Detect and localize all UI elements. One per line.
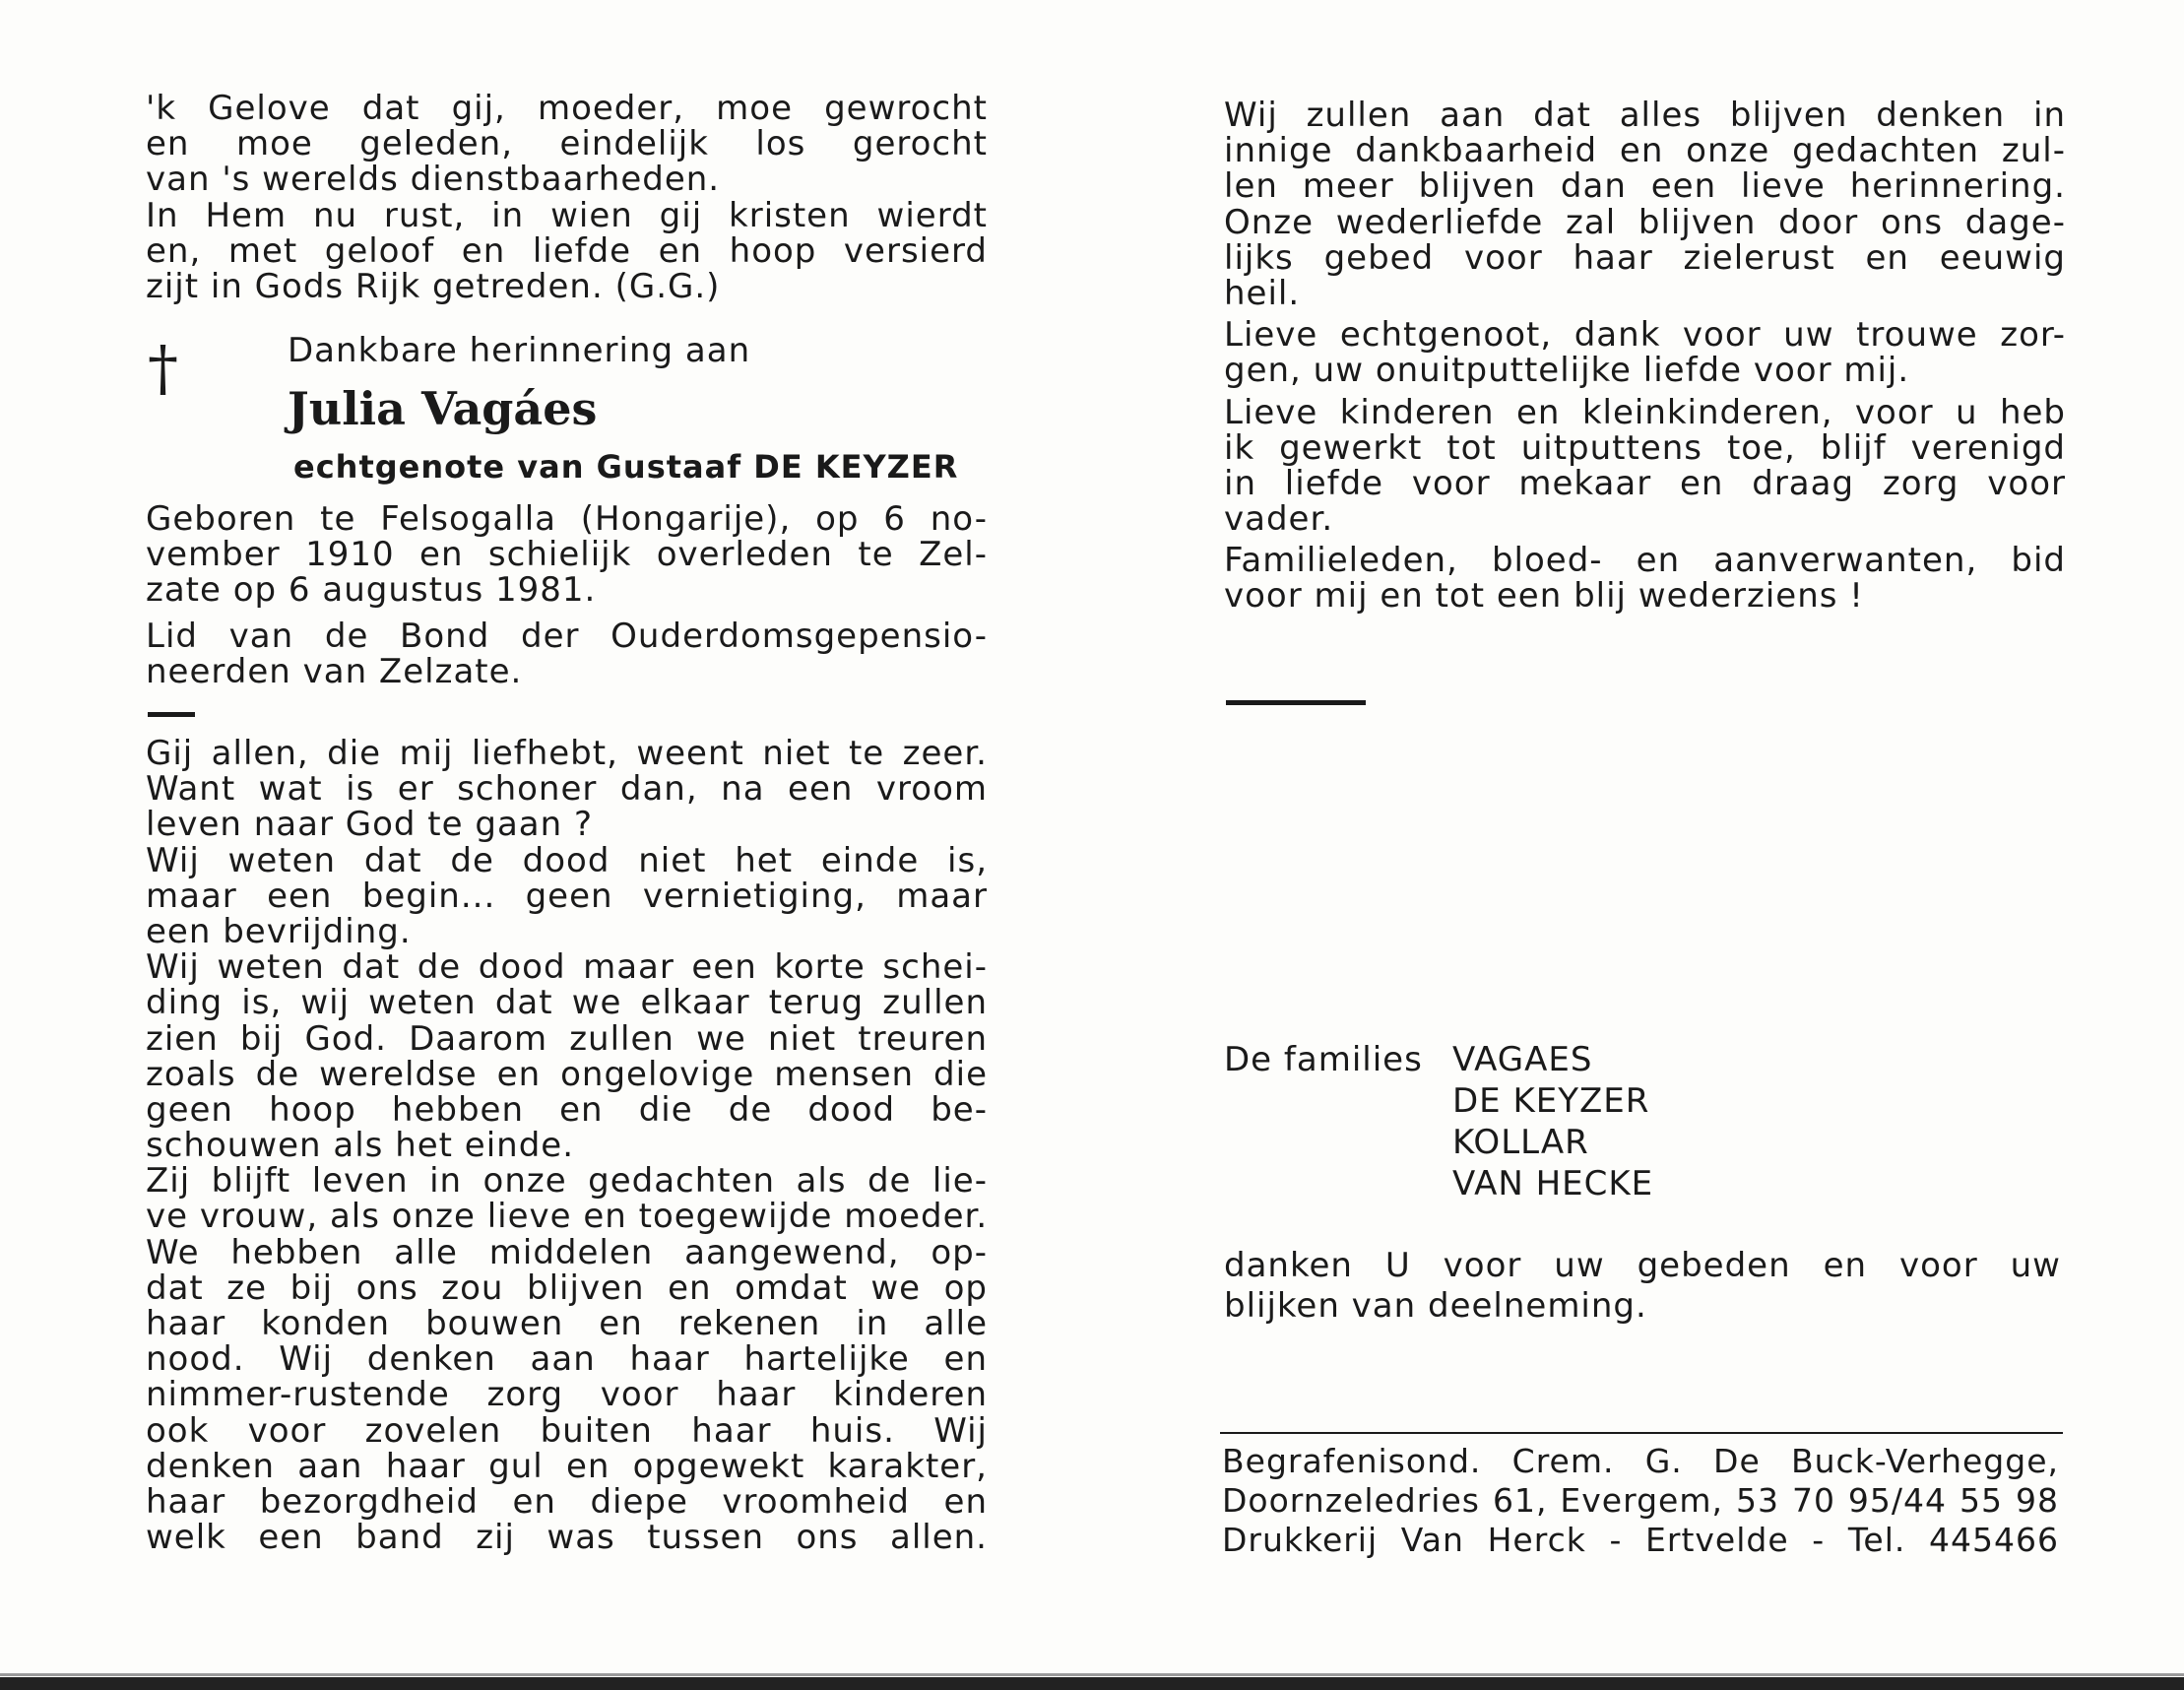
text-line: ve vrouw, als onze lieve en toegewijde moeder. xyxy=(146,1197,989,1237)
member-line: neerden van Zelzate. xyxy=(146,651,523,691)
text-line: nimmer-rustende zorg voor haar kinderen xyxy=(146,1375,988,1415)
divider xyxy=(148,712,195,717)
text-line: Wij weten dat de dood niet het einde is, xyxy=(146,840,988,880)
poem-line: van 's werelds dienstbaarheden. xyxy=(146,160,721,200)
printer-line: Doornzeledries 61, Evergem, 53 70 95/44 55 98 xyxy=(1222,1481,2059,1520)
text-line: nood. Wij denken aan haar hartelijke en xyxy=(146,1339,988,1380)
text-line: Wij zullen aan dat alles blijven denken in xyxy=(1224,96,2066,135)
card-shadow xyxy=(0,1677,2184,1690)
text-line: Lieve kinderen en kleinkinderen, voor u heb xyxy=(1224,392,2066,432)
poem xyxy=(146,91,988,304)
text-line: Gij allen, die mij liefhebt, weent niet te zeer. xyxy=(146,734,988,773)
text-line: lijks gebed voor haar zielerust en eeuwig xyxy=(1224,237,2066,278)
text-line: welk een band zij was tussen ons allen. xyxy=(146,1518,988,1558)
thanks-line: blijken van deelneming. xyxy=(1224,1286,1647,1326)
right-text xyxy=(1224,98,2066,615)
birth-line: vember 1910 en schielijk overleden te Zel- xyxy=(146,535,988,575)
text-line: Want wat is er schoner dan, na een vroom xyxy=(146,769,988,810)
birth-line: zate op 6 augustus 1981. xyxy=(146,570,597,611)
text-line: dat ze bij ons zou blijven en omdat we op xyxy=(146,1268,988,1308)
text-line: voor mij en tot een blij wederziens ! xyxy=(1224,576,1864,617)
printer-line: Drukkerij Van Herck - Ertvelde - Tel. 445466 xyxy=(1222,1521,2059,1559)
poem-line: zijt in Gods Rijk getreden. (G.G.) xyxy=(146,266,721,306)
text-line: Wij weten dat de dood maar een korte schei- xyxy=(146,947,988,988)
text-line: een bevrijding. xyxy=(146,911,412,951)
text-line: zoals de wereldse en ongelovige mensen die xyxy=(146,1054,988,1094)
text-line: innige dankbaarheid en onze gedachten zul- xyxy=(1224,131,2066,171)
text-line: schouwen als het einde. xyxy=(146,1126,575,1166)
poem-line: en moe geleden, eindelijk los gerocht xyxy=(146,124,988,164)
poem-line: en, met geloof en liefde en hoop versierd xyxy=(146,230,988,271)
deceased-name: Julia Vagáes xyxy=(288,382,598,435)
dedication: Dankbare herinnering aan xyxy=(288,331,751,370)
card-edge xyxy=(0,1673,2184,1676)
bio xyxy=(146,501,988,689)
poem-line: In Hem nu rust, in wien gij kristen wierdt xyxy=(146,195,988,235)
text-line: Zij blijft leven in onze gedachten als de lie- xyxy=(146,1161,988,1202)
printer-credits xyxy=(1222,1442,2059,1560)
text-line: Lieve echtgenoot, dank voor uw trouwe zor- xyxy=(1224,315,2066,356)
cross-icon: † xyxy=(148,332,178,404)
text-line: Onze wederliefde zal blijven door ons dage- xyxy=(1224,202,2066,242)
thanks-line: danken U voor uw gebeden en voor uw xyxy=(1224,1246,2061,1285)
text-line: ik gewerkt tot uitputtens toe, blijf verenigd xyxy=(1224,427,2066,468)
family-name: VAN HECKE xyxy=(1452,1164,1654,1203)
thanks xyxy=(1224,1246,2061,1327)
text-line: leven naar God te gaan ? xyxy=(146,805,594,845)
family-name: DE KEYZER xyxy=(1452,1081,1650,1121)
family-name: KOLLAR xyxy=(1452,1123,1589,1162)
text-line: Familieleden, bloed- en aanverwanten, bid xyxy=(1224,541,2066,581)
text-line: haar konden bouwen en rekenen in alle xyxy=(146,1304,988,1343)
family-name: VAGAES xyxy=(1452,1040,1593,1079)
text-line: We hebben alle middelen aangewend, op- xyxy=(146,1232,988,1272)
text-line: geen hoop hebben en die de dood be- xyxy=(146,1089,988,1130)
text-line: in liefde voor mekaar en draag zorg voor xyxy=(1224,463,2066,503)
families-label: De families xyxy=(1224,1040,1423,1079)
poem-line: 'k Gelove dat gij, moeder, moe gewrocht xyxy=(146,89,988,128)
text-line: maar een begin... geen vernietiging, maar xyxy=(146,876,988,916)
birth-line: Geboren te Felsogalla (Hongarije), op 6 no- xyxy=(146,499,988,539)
divider xyxy=(1226,700,1366,705)
text-line: len meer blijven dan een lieve herinnering. xyxy=(1224,166,2066,207)
text-line: gen, uw onuitputtelijke liefde voor mij. xyxy=(1224,351,1910,391)
text-line: vader. xyxy=(1224,499,1334,540)
text-line: haar bezorgdheid en diepe vroomheid en xyxy=(146,1481,988,1522)
left-text xyxy=(146,734,989,1558)
spouse-line: echtgenote van Gustaaf DE KEYZER xyxy=(293,448,959,486)
text-line: zien bij God. Daarom zullen we niet treuren xyxy=(146,1018,988,1059)
member-line: Lid van de Bond der Ouderdomsgepensio- xyxy=(146,616,988,656)
text-line: ding is, wij weten dat we elkaar terug zullen xyxy=(146,983,988,1023)
printer-line: Begrafenisond. Crem. G. De Buck-Verhegge, xyxy=(1222,1442,2059,1480)
text-line: ook voor zovelen buiten haar huis. Wij xyxy=(146,1410,988,1451)
divider xyxy=(1220,1432,2063,1434)
text-line: heil. xyxy=(1224,273,1301,313)
text-line: denken aan haar gul en opgewekt karakter, xyxy=(146,1446,988,1486)
